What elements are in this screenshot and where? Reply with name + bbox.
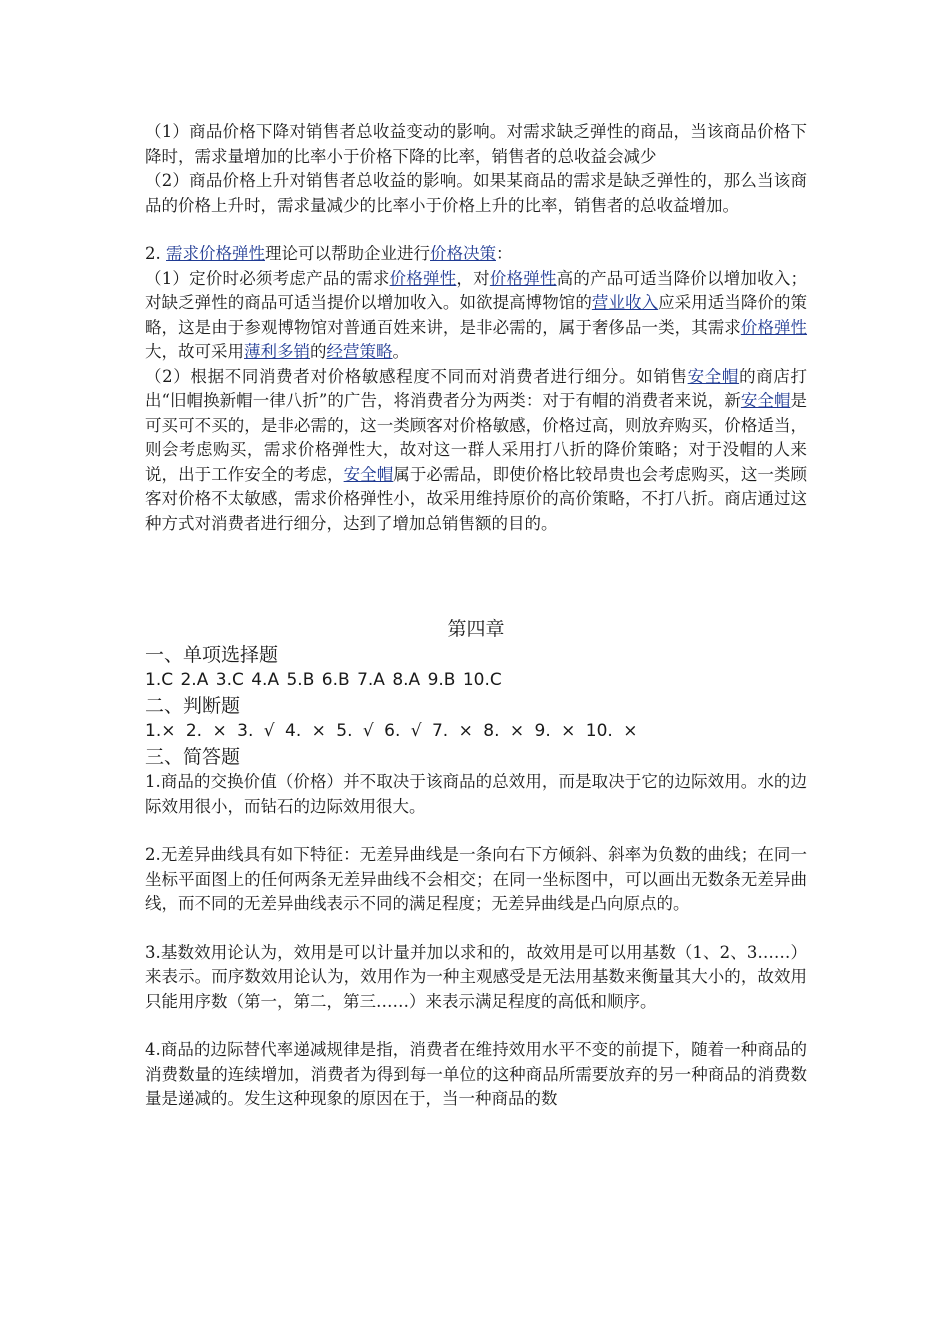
document-body: [145, 120, 807, 1112]
text-run: 应采用适当降价的策略，这是由于参观博物馆对普通百姓来讲，是非必需的，属于奢侈品一类，其需求: [145, 293, 808, 337]
paragraph-pricing-strategy: [145, 267, 807, 365]
link-price-decision[interactable]: 价格决策: [430, 244, 496, 263]
item-number: 2.: [145, 244, 166, 263]
link-safety-helmet[interactable]: 安全帽: [343, 464, 394, 484]
text-run: 的: [310, 342, 327, 361]
link-price-elasticity[interactable]: 价格弹性: [389, 268, 457, 288]
text-run: （1）定价时必须考虑产品的需求: [145, 268, 390, 288]
link-safety-helmet[interactable]: 安全帽: [740, 391, 791, 410]
heading-true-false: 二、判断题: [145, 695, 241, 717]
text-run: 的商店打出“旧帽换新帽一律八折”的广告，将消费者分为两类：对于有帽的消费者来说，新: [145, 366, 808, 410]
link-business-strategy[interactable]: 经营策略: [326, 342, 393, 361]
spacer: [145, 1014, 807, 1038]
link-price-elasticity[interactable]: 价格弹性: [740, 317, 808, 337]
text-run: 高的产品可适当降价以增加收入；对缺乏弹性的商品可适当提价以增加收入。如欲提高博物馆的: [145, 268, 808, 312]
text-run: 是可买可不买的，是非必需的，这一类顾客对价格敏感，价格过高，则放弃购买，价格适当，则会考虑购买，需求价格弹性大，故对这一群人采用打八折的降价策略；对于没帽的人来说，出于工作安全的考虑，: [145, 391, 807, 484]
paragraph-price-increase: （2）商品价格上升对销售者总收益的影响。如果某商品的需求是缺乏弹性的，那么当该商品的价格上升时，需求量减少的比率小于价格上升的比率，销售者的总收益增加。: [145, 171, 807, 215]
heading-single-choice: 一、单项选择题: [145, 644, 279, 666]
answer-q4: 4.商品的边际替代率递减规律是指，消费者在维持效用水平不变的前提下，随着一种商品的消费数量的连续增加，消费者为得到每一单位的这种商品所需要放弃的另一种商品的消费数量是递减的。发生这种现象的原因在于，当一种商品的数: [145, 1040, 807, 1108]
spacer: [145, 819, 807, 843]
paragraph-price-decrease: （1）商品价格下降对销售者总收益变动的影响。对需求缺乏弹性的商品，当该商品价格下降时，需求量增加的比率小于价格下降的比率，销售者的总收益会减少: [145, 122, 807, 166]
text-run: 。: [392, 342, 409, 361]
link-safety-helmet[interactable]: 安全帽: [687, 366, 740, 386]
text-run: 大，故可采用: [145, 342, 244, 361]
spacer: [145, 218, 807, 242]
link-small-profit-quick-turnover[interactable]: 薄利多销: [244, 342, 310, 361]
paragraph-consumer-segmentation: [145, 365, 807, 537]
answers-true-false: 1.× 2. × 3. √ 4. × 5. √ 6. √ 7. × 8. × 9. × 10. ×: [145, 721, 638, 741]
answer-q3: 3.基数效用论认为，效用是可以计量并加以求和的，故效用是可以用基数（1、2、3……）来表示。而序数效用论认为，效用作为一种主观感受是无法用基数来衡量其大小的，故效用只能用序数（第一，第二，第三……）来表示满足程度的高低和顺序。: [145, 942, 807, 1011]
heading-short-answer: 三、简答题: [145, 746, 241, 768]
text-run: （2）根据不同消费者对价格敏感程度不同而对消费者进行细分。如销售: [145, 366, 688, 386]
answer-q2: 2.无差异曲线具有如下特征：无差异曲线是一条向右下方倾斜、斜率为负数的曲线；在同一坐标平面图上的任何两条无差异曲线不会相交；在同一坐标图中，可以画出无数条无差异曲线，而不同的无差异曲线表示不同的满足程度；无差异曲线是凸向原点的。: [145, 845, 807, 913]
spacer: [145, 536, 807, 614]
text-run: 属于必需品，即使价格比较昂贵也会考虑购买，这一类顾客对价格不太敏感，需求价格弹性小，故采用维持原价的高价策略，不打八折。商店通过这种方式对消费者进行细分，达到了增加总销售额的目的。: [145, 464, 808, 533]
chapter-title: 第四章: [447, 618, 505, 640]
link-price-elasticity[interactable]: 价格弹性: [489, 268, 557, 288]
link-operating-revenue[interactable]: 营业收入: [591, 293, 659, 312]
link-demand-price-elasticity[interactable]: 需求价格弹性: [166, 244, 265, 263]
answer-q1: 1.商品的交换价值（价格）并不取决于该商品的总效用，而是取决于它的边际效用。水的边际效用很小，而钻石的边际效用很大。: [145, 772, 807, 816]
paragraph-elasticity-intro: [145, 242, 807, 267]
spacer: [145, 917, 807, 941]
answers-single-choice: 1.C 2.A 3.C 4.A 5.B 6.B 7.A 8.A 9.B 10.C: [145, 670, 502, 690]
text-run: ：: [496, 244, 513, 263]
text-run: 理论可以帮助企业进行: [265, 244, 430, 263]
text-run: ，对: [456, 268, 490, 288]
